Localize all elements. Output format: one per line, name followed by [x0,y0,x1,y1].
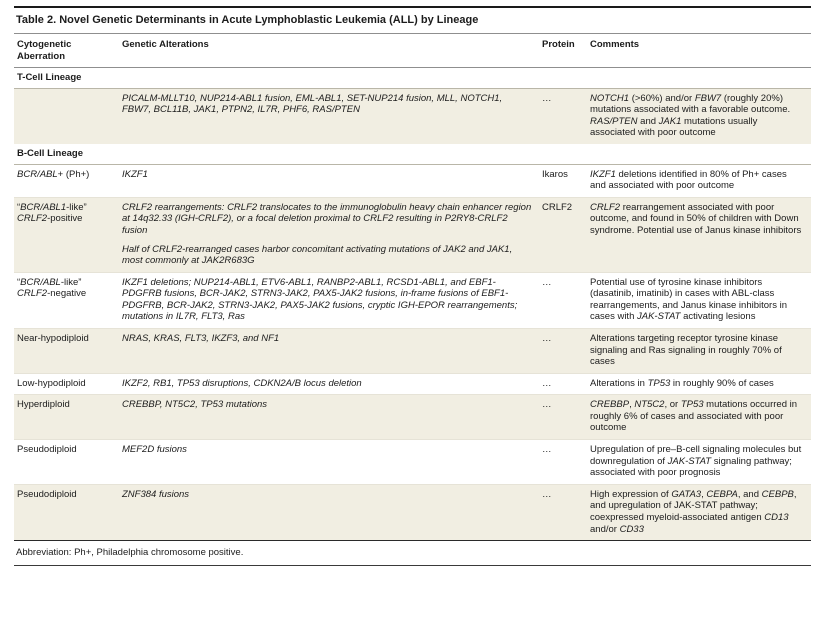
cell-protein: … [539,395,587,440]
col-header-protein: Protein [539,34,587,68]
table-row-pseudodiploid-mef2d [14,440,811,485]
cell-alterations: IKZF2, RB1, TP53 disruptions, CDKN2A/B locus deletion [119,373,539,395]
table-row-pseudodiploid-znf384 [14,484,811,540]
cell-comments: CRLF2 rearrangement associated with poor outcome, and found in 50% of children with Down syndrome. Potential use of Janus kinase inhibitors [587,197,811,272]
cell-aberration: “BCR/ABL1-like” CRLF2-positive [14,197,119,272]
cell-protein: … [539,272,587,328]
cell-alterations: MEF2D fusions [119,440,539,485]
cell-aberration: Low-hypodiploid [14,373,119,395]
section-label-t-cell: T-Cell Lineage [14,68,811,89]
cell-aberration: Hyperdiploid [14,395,119,440]
section-header-b-cell [14,144,811,164]
cell-aberration [14,88,119,144]
col-header-cytogenetic-aberration: Cytogenetic Aberration [14,34,119,68]
cell-alterations: IKZF1 [119,164,539,197]
table-row-crlf2-negative [14,272,811,328]
cell-aberration: Pseudodiploid [14,484,119,540]
cell-aberration: “BCR/ABL-like” CRLF2-negative [14,272,119,328]
cell-alterations: IKZF1 deletions; NUP214-ABL1, ETV6-ABL1, RANBP2-ABL1, RCSD1-ABL1, and EBF1-PDGFRB fusions, BCR-JAK2, STRN3-JAK2, PAX5-JAK2 fusions, in-frame fusions of EBF1-PDGFRB, BCR-JAK2, STRN3-JAK2, PAX5-JAK2 fusions, cryptic IGH-EPOR rearrangements; mutations in IL7R, FLT3, Ras [119,272,539,328]
table-row-tcell [14,88,811,144]
table-container [14,6,811,566]
cell-protein: … [539,484,587,540]
cell-comments: High expression of GATA3, CEBPA, and CEBPB, and upregulation of JAK-STAT pathway; coexpressed myeloid-associated antigen CD13 and/or CD33 [587,484,811,540]
cell-alterations: NRAS, KRAS, FLT3, IKZF3, and NF1 [119,328,539,373]
cell-alterations [119,197,539,272]
cell-protein: … [539,373,587,395]
header-row [14,34,811,68]
table-row-near-hypodiploid [14,328,811,373]
section-label-b-cell: B-Cell Lineage [14,144,811,164]
cell-comments: Alterations targeting receptor tyrosine kinase signaling and Ras signaling in roughly 70% of cases [587,328,811,373]
table-row-hyperdiploid [14,395,811,440]
col-header-genetic-alterations: Genetic Alterations [119,34,539,68]
section-header-t-cell [14,68,811,89]
table-footnote: Abbreviation: Ph+, Philadelphia chromosome positive. [16,547,244,559]
cell-alterations: CREBBP, NT5C2, TP53 mutations [119,395,539,440]
genetics-table [14,33,811,540]
table-row-crlf2-positive [14,197,811,272]
cell-protein: Ikaros [539,164,587,197]
table-title: Table 2. Novel Genetic Determinants in Acute Lymphoblastic Leukemia (ALL) by Lineage [16,14,479,26]
cell-comments: IKZF1 deletions identified in 80% of Ph+ cases and associated with poor outcome [587,164,811,197]
col-header-comments: Comments [587,34,811,68]
cell-comments: NOTCH1 (>60%) and/or FBW7 (roughly 20%) mutations associated with a favorable outcome. RAS/PTEN and JAK1 mutations usually associated with poor outcome [587,88,811,144]
cell-protein: CRLF2 [539,197,587,272]
cell-comments: CREBBP, NT5C2, or TP53 mutations occurred in roughly 6% of cases and associated with poor outcome [587,395,811,440]
cell-aberration: Near-hypodiploid [14,328,119,373]
table-row-low-hypodiploid [14,373,811,395]
cell-protein: … [539,88,587,144]
cell-comments: Alterations in TP53 in roughly 90% of cases [587,373,811,395]
cell-alterations: ZNF384 fusions [119,484,539,540]
cell-comments: Upregulation of pre–B-cell signaling molecules but downregulation of JAK-STAT signaling pathway; associated with poor prognosis [587,440,811,485]
alterations-paragraph-2: Half of CRLF2-rearranged cases harbor concomitant activating mutations of JAK2 and JAK1, most commonly at JAK2R683G [122,243,513,267]
cell-comments: Potential use of tyrosine kinase inhibitors (dasatinib, imatinib) in cases with ABL-class rearrangements, and Janus kinase inhibitors in cases with JAK-STAT activating lesions [587,272,811,328]
table-row-bcr-abl-ph [14,164,811,197]
alterations-paragraph-1: CRLF2 rearrangements: CRLF2 translocates to the immunoglobulin heavy chain enhancer region at 14q32.33 (IGH-CRLF2), or a focal deletion proximal to CRLF2 resulting in P2RY8-CRLF2 fusion [122,201,532,236]
cell-protein: … [539,328,587,373]
cell-protein: … [539,440,587,485]
cell-aberration: Pseudodiploid [14,440,119,485]
end-rule [14,565,811,566]
cell-alterations: PICALM-MLLT10, NUP214-ABL1 fusion, EML-ABL1, SET-NUP214 fusion, MLL, NOTCH1, FBW7, BCL11B, JAK1, PTPN2, IL7R, PHF6, RAS/PTEN [119,88,539,144]
cell-aberration: BCR/ABL+ (Ph+) [14,164,119,197]
